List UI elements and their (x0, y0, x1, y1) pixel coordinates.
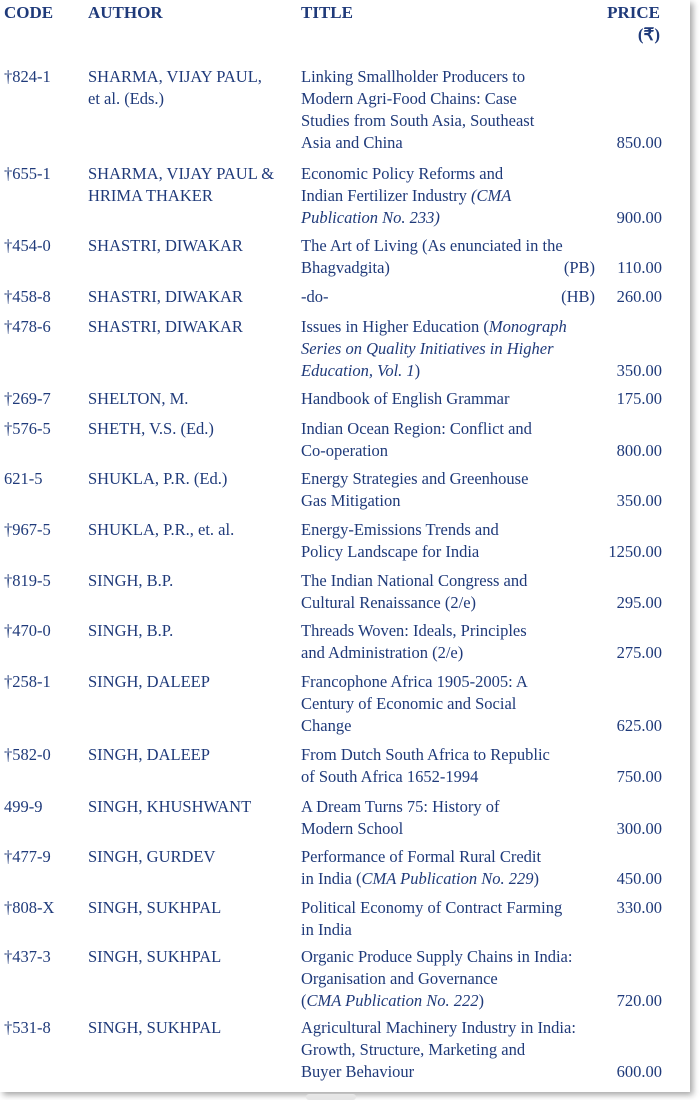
entry-title (301, 316, 601, 382)
entry-title (301, 671, 601, 737)
entry-title (301, 620, 601, 664)
entry-title-line: Asia and China (301, 133, 403, 152)
entry-title-line: Century of Economic and Social (301, 694, 517, 713)
entry-code: †808-X (4, 898, 55, 917)
entry-author (88, 620, 298, 642)
entry-title (301, 519, 601, 563)
entry-author (88, 796, 298, 818)
entry-title-line: Handbook of English Grammar (301, 389, 510, 408)
entry-title (301, 1017, 601, 1083)
entry-author-line: SINGH, B.P. (88, 571, 174, 590)
entry-binding: (PB) (563, 258, 595, 277)
entry-author-line: SINGH, DALEEP (88, 745, 210, 764)
entry-title (301, 163, 601, 229)
entry-price: 850.00 (616, 133, 662, 152)
entry-code: †819-5 (4, 571, 51, 590)
entry-title-line: Cultural Renaissance (2/e) (301, 593, 477, 612)
entry-author (88, 418, 298, 440)
entry-author (88, 946, 298, 968)
entry-binding: (HB) (561, 287, 595, 306)
entry-code: 621-5 (4, 469, 43, 488)
entry-title-line: Indian Fertilizer Industry (CMA (301, 186, 512, 205)
entry-author-line: SHETH, V.S. (Ed.) (88, 419, 214, 438)
entry-title (301, 846, 601, 890)
entry-title-line: From Dutch South Africa to Republic (301, 745, 550, 764)
entry-title-line: A Dream Turns 75: History of (301, 797, 500, 816)
entry-author (88, 846, 298, 868)
entry-title-line: Buyer Behaviour (301, 1062, 415, 1081)
entry-title (301, 286, 601, 308)
entry-title-line: Linking Smallholder Producers to (301, 67, 526, 86)
entry-author-line: SINGH, KHUSHWANT (88, 797, 252, 816)
entry-code: †269-7 (4, 389, 51, 408)
entry-title-line: The Indian National Congress and (301, 571, 528, 590)
entry-price: 900.00 (616, 208, 662, 227)
entry-title-line: Political Economy of Contract Farming (301, 898, 563, 917)
entry-title-line: Change (301, 716, 352, 735)
entry-code: †655-1 (4, 164, 51, 183)
entry-price: 175.00 (616, 389, 662, 408)
entry-title-line: Energy-Emissions Trends and (301, 520, 499, 539)
header-price (607, 2, 660, 46)
entry-price: 260.00 (616, 287, 662, 306)
entry-title-line: and Administration (2/e) (301, 643, 464, 662)
entry-title-line: Performance of Formal Rural Credit (301, 847, 542, 866)
entry-title (301, 66, 601, 154)
entry-author (88, 897, 298, 919)
entry-title (301, 570, 601, 614)
entry-author (88, 66, 298, 110)
entry-price: 110.00 (617, 258, 662, 277)
entry-code: †582-0 (4, 745, 51, 764)
entry-title-line: Economic Policy Reforms and (301, 164, 504, 183)
entry-title-line: Modern Agri-Food Chains: Case (301, 89, 517, 108)
entry-title (301, 744, 601, 788)
entry-code: †458-8 (4, 287, 51, 306)
entry-title-line: Studies from South Asia, Southeast (301, 111, 535, 130)
entry-author-line: et al. (Eds.) (88, 89, 165, 108)
entry-author (88, 388, 298, 410)
entry-title (301, 418, 601, 462)
entry-author-line: HRIMA THAKER (88, 186, 213, 205)
entry-code: 499-9 (4, 797, 43, 816)
entry-title (301, 796, 601, 840)
entry-title-line: Series on Quality Initiatives in Higher (301, 339, 554, 358)
header-code: CODE (4, 3, 54, 22)
entry-title-line: Issues in Higher Education (Monograph (301, 317, 567, 336)
page-tab (306, 1094, 356, 1100)
entry-author (88, 570, 298, 592)
entry-price: 750.00 (616, 767, 662, 786)
entry-author-line: SINGH, SUKHPAL (88, 947, 222, 966)
entry-title (301, 897, 601, 941)
header-title: TITLE (301, 3, 353, 22)
entry-author-line: SHUKLA, P.R., et. al. (88, 520, 235, 539)
entry-code: †967-5 (4, 520, 51, 539)
entry-author-line: SHASTRI, DIWAKAR (88, 317, 243, 336)
entry-title-line: (CMA Publication No. 222) (301, 991, 485, 1010)
entry-code: †576-5 (4, 419, 51, 438)
entry-author (88, 468, 298, 490)
entry-title-line: Growth, Structure, Marketing and (301, 1040, 526, 1059)
entry-author-line: SINGH, GURDEV (88, 847, 216, 866)
entry-title-line: Education, Vol. 1) (301, 361, 421, 380)
entry-author (88, 671, 298, 693)
entry-price: 275.00 (616, 643, 662, 662)
entry-title-line: Policy Landscape for India (301, 542, 480, 561)
entry-author (88, 235, 298, 257)
entry-title-line: Threads Woven: Ideals, Principles (301, 621, 527, 640)
entry-code: †470-0 (4, 621, 51, 640)
entry-title-line: Indian Ocean Region: Conflict and (301, 419, 532, 438)
entry-title (301, 388, 601, 410)
entry-author-line: SHUKLA, P.R. (Ed.) (88, 469, 228, 488)
entry-price: 330.00 (616, 898, 662, 917)
entry-price: 625.00 (616, 716, 662, 735)
entry-code: †437-3 (4, 947, 51, 966)
entry-price: 450.00 (616, 869, 662, 888)
entry-code: †258-1 (4, 672, 51, 691)
header-author: AUTHOR (88, 3, 163, 22)
entry-author-line: SINGH, B.P. (88, 621, 174, 640)
entry-title (301, 235, 601, 279)
entry-title-line: Gas Mitigation (301, 491, 401, 510)
entry-title-line: The Art of Living (As enunciated in the (301, 236, 563, 255)
entry-title-line: Bhagvadgita) (PB) (301, 258, 595, 277)
entry-title-line: Organisation and Governance (301, 969, 498, 988)
entry-author-line: SINGH, SUKHPAL (88, 898, 222, 917)
entry-price: 350.00 (616, 361, 662, 380)
entry-title-line: Modern School (301, 819, 404, 838)
entry-title-line: Agricultural Machinery Industry in India: (301, 1018, 576, 1037)
entry-price: 295.00 (616, 593, 662, 612)
entry-author (88, 163, 298, 207)
entry-price: 300.00 (616, 819, 662, 838)
entry-title-line: Energy Strategies and Greenhouse (301, 469, 529, 488)
header-price-currency: (₹) (637, 25, 660, 44)
entry-title-line: -do- (HB) (301, 287, 595, 306)
entry-author (88, 1017, 298, 1039)
entry-author (88, 519, 298, 541)
entry-author (88, 316, 298, 338)
entry-title-line: Francophone Africa 1905-2005: A (301, 672, 528, 691)
entry-author-line: SHARMA, VIJAY PAUL, (88, 67, 262, 86)
entry-code: †477-9 (4, 847, 51, 866)
entry-author-line: SHASTRI, DIWAKAR (88, 236, 243, 255)
entry-author (88, 744, 298, 766)
entry-author (88, 286, 298, 308)
entry-title-line: Publication No. 233) (301, 208, 440, 227)
entry-price: 720.00 (616, 991, 662, 1010)
entry-price: 600.00 (616, 1062, 662, 1081)
entry-title (301, 946, 601, 1012)
entry-title-line: in India (301, 920, 352, 939)
entry-price: 800.00 (616, 441, 662, 460)
entry-title (301, 468, 601, 512)
entry-code: †454-0 (4, 236, 51, 255)
entry-author-line: SINGH, SUKHPAL (88, 1018, 222, 1037)
entry-code: †824-1 (4, 67, 51, 86)
entry-author-line: SHELTON, M. (88, 389, 189, 408)
entry-author-line: SHARMA, VIJAY PAUL & (88, 164, 275, 183)
entry-title-line: of South Africa 1652-1994 (301, 767, 479, 786)
entry-price: 350.00 (616, 491, 662, 510)
entry-title-line: in India (CMA Publication No. 229) (301, 869, 540, 888)
entry-title-line: Organic Produce Supply Chains in India: (301, 947, 573, 966)
entry-code: †478-6 (4, 317, 51, 336)
entry-author-line: SHASTRI, DIWAKAR (88, 287, 243, 306)
entry-title-line: Co-operation (301, 441, 389, 460)
header-price-label: PRICE (607, 3, 660, 22)
entry-code: †531-8 (4, 1018, 51, 1037)
entry-author-line: SINGH, DALEEP (88, 672, 210, 691)
entry-price: 1250.00 (608, 542, 662, 561)
